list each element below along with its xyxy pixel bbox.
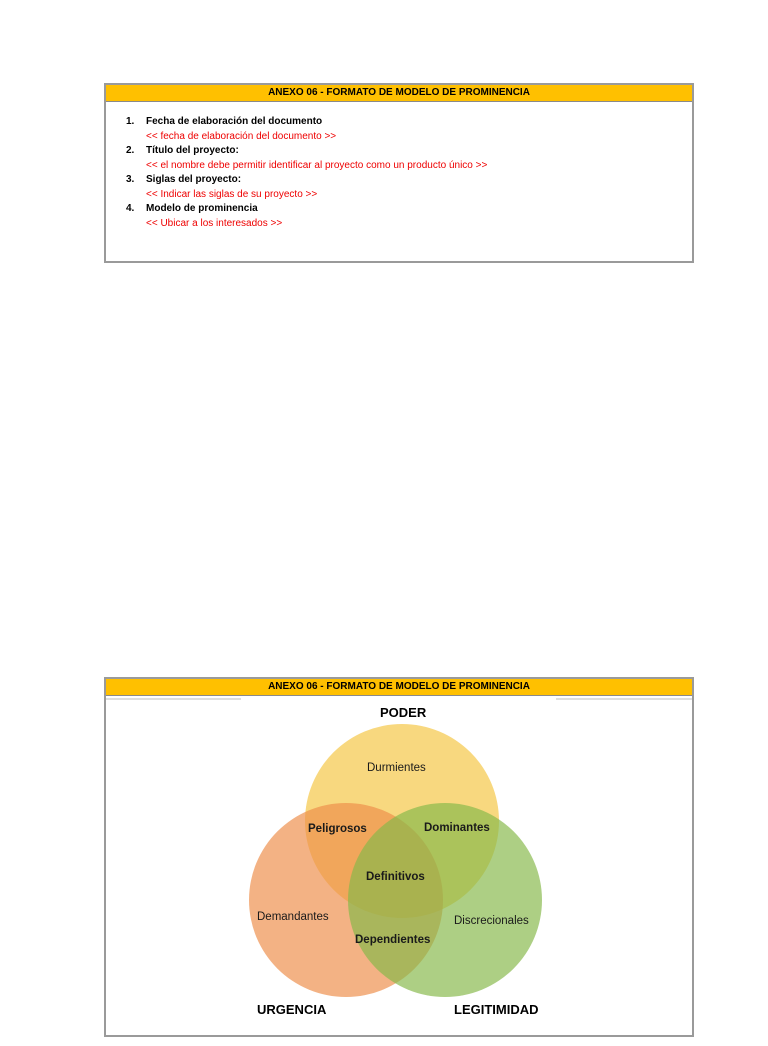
region-demandantes: Demandantes <box>257 911 329 923</box>
form-section-2 <box>104 677 694 1037</box>
region-definitivos: Definitivos <box>366 871 425 883</box>
urgencia-label: URGENCIA <box>257 1002 327 1017</box>
item-hint: << el nombre debe permitir identificar al proyecto como un producto único >> <box>146 159 488 171</box>
form-section-1 <box>104 83 694 263</box>
section-header: ANEXO 06 - FORMATO DE MODELO DE PROMINENCIA <box>106 679 692 696</box>
region-durmientes: Durmientes <box>367 762 426 774</box>
region-dominantes: Dominantes <box>424 822 490 834</box>
list-item <box>126 202 692 231</box>
form-items-list <box>106 102 692 231</box>
item-label: Fecha de elaboración del documento <box>146 116 323 127</box>
salience-venn-diagram <box>106 696 692 1046</box>
item-label: Título del proyecto: <box>146 145 239 156</box>
item-hint: << Indicar las siglas de su proyecto >> <box>146 188 318 200</box>
list-item <box>126 173 692 202</box>
list-item <box>126 144 692 173</box>
item-number: 2. <box>126 145 135 156</box>
item-number: 3. <box>126 174 135 185</box>
section-header: ANEXO 06 - FORMATO DE MODELO DE PROMINENCIA <box>106 85 692 102</box>
item-hint: << Ubicar a los interesados >> <box>146 217 283 229</box>
item-label: Modelo de prominencia <box>146 203 258 214</box>
region-dependientes: Dependientes <box>355 934 431 946</box>
list-item <box>126 115 692 144</box>
item-number: 4. <box>126 203 135 214</box>
poder-label: PODER <box>380 705 427 720</box>
item-label: Siglas del proyecto: <box>146 174 242 185</box>
legitimidad-label: LEGITIMIDAD <box>454 1002 539 1017</box>
item-hint: << fecha de elaboración del documento >> <box>146 130 337 142</box>
region-discrecionales: Discrecionales <box>454 915 529 927</box>
item-number: 1. <box>126 116 135 127</box>
region-peligrosos: Peligrosos <box>308 823 367 835</box>
